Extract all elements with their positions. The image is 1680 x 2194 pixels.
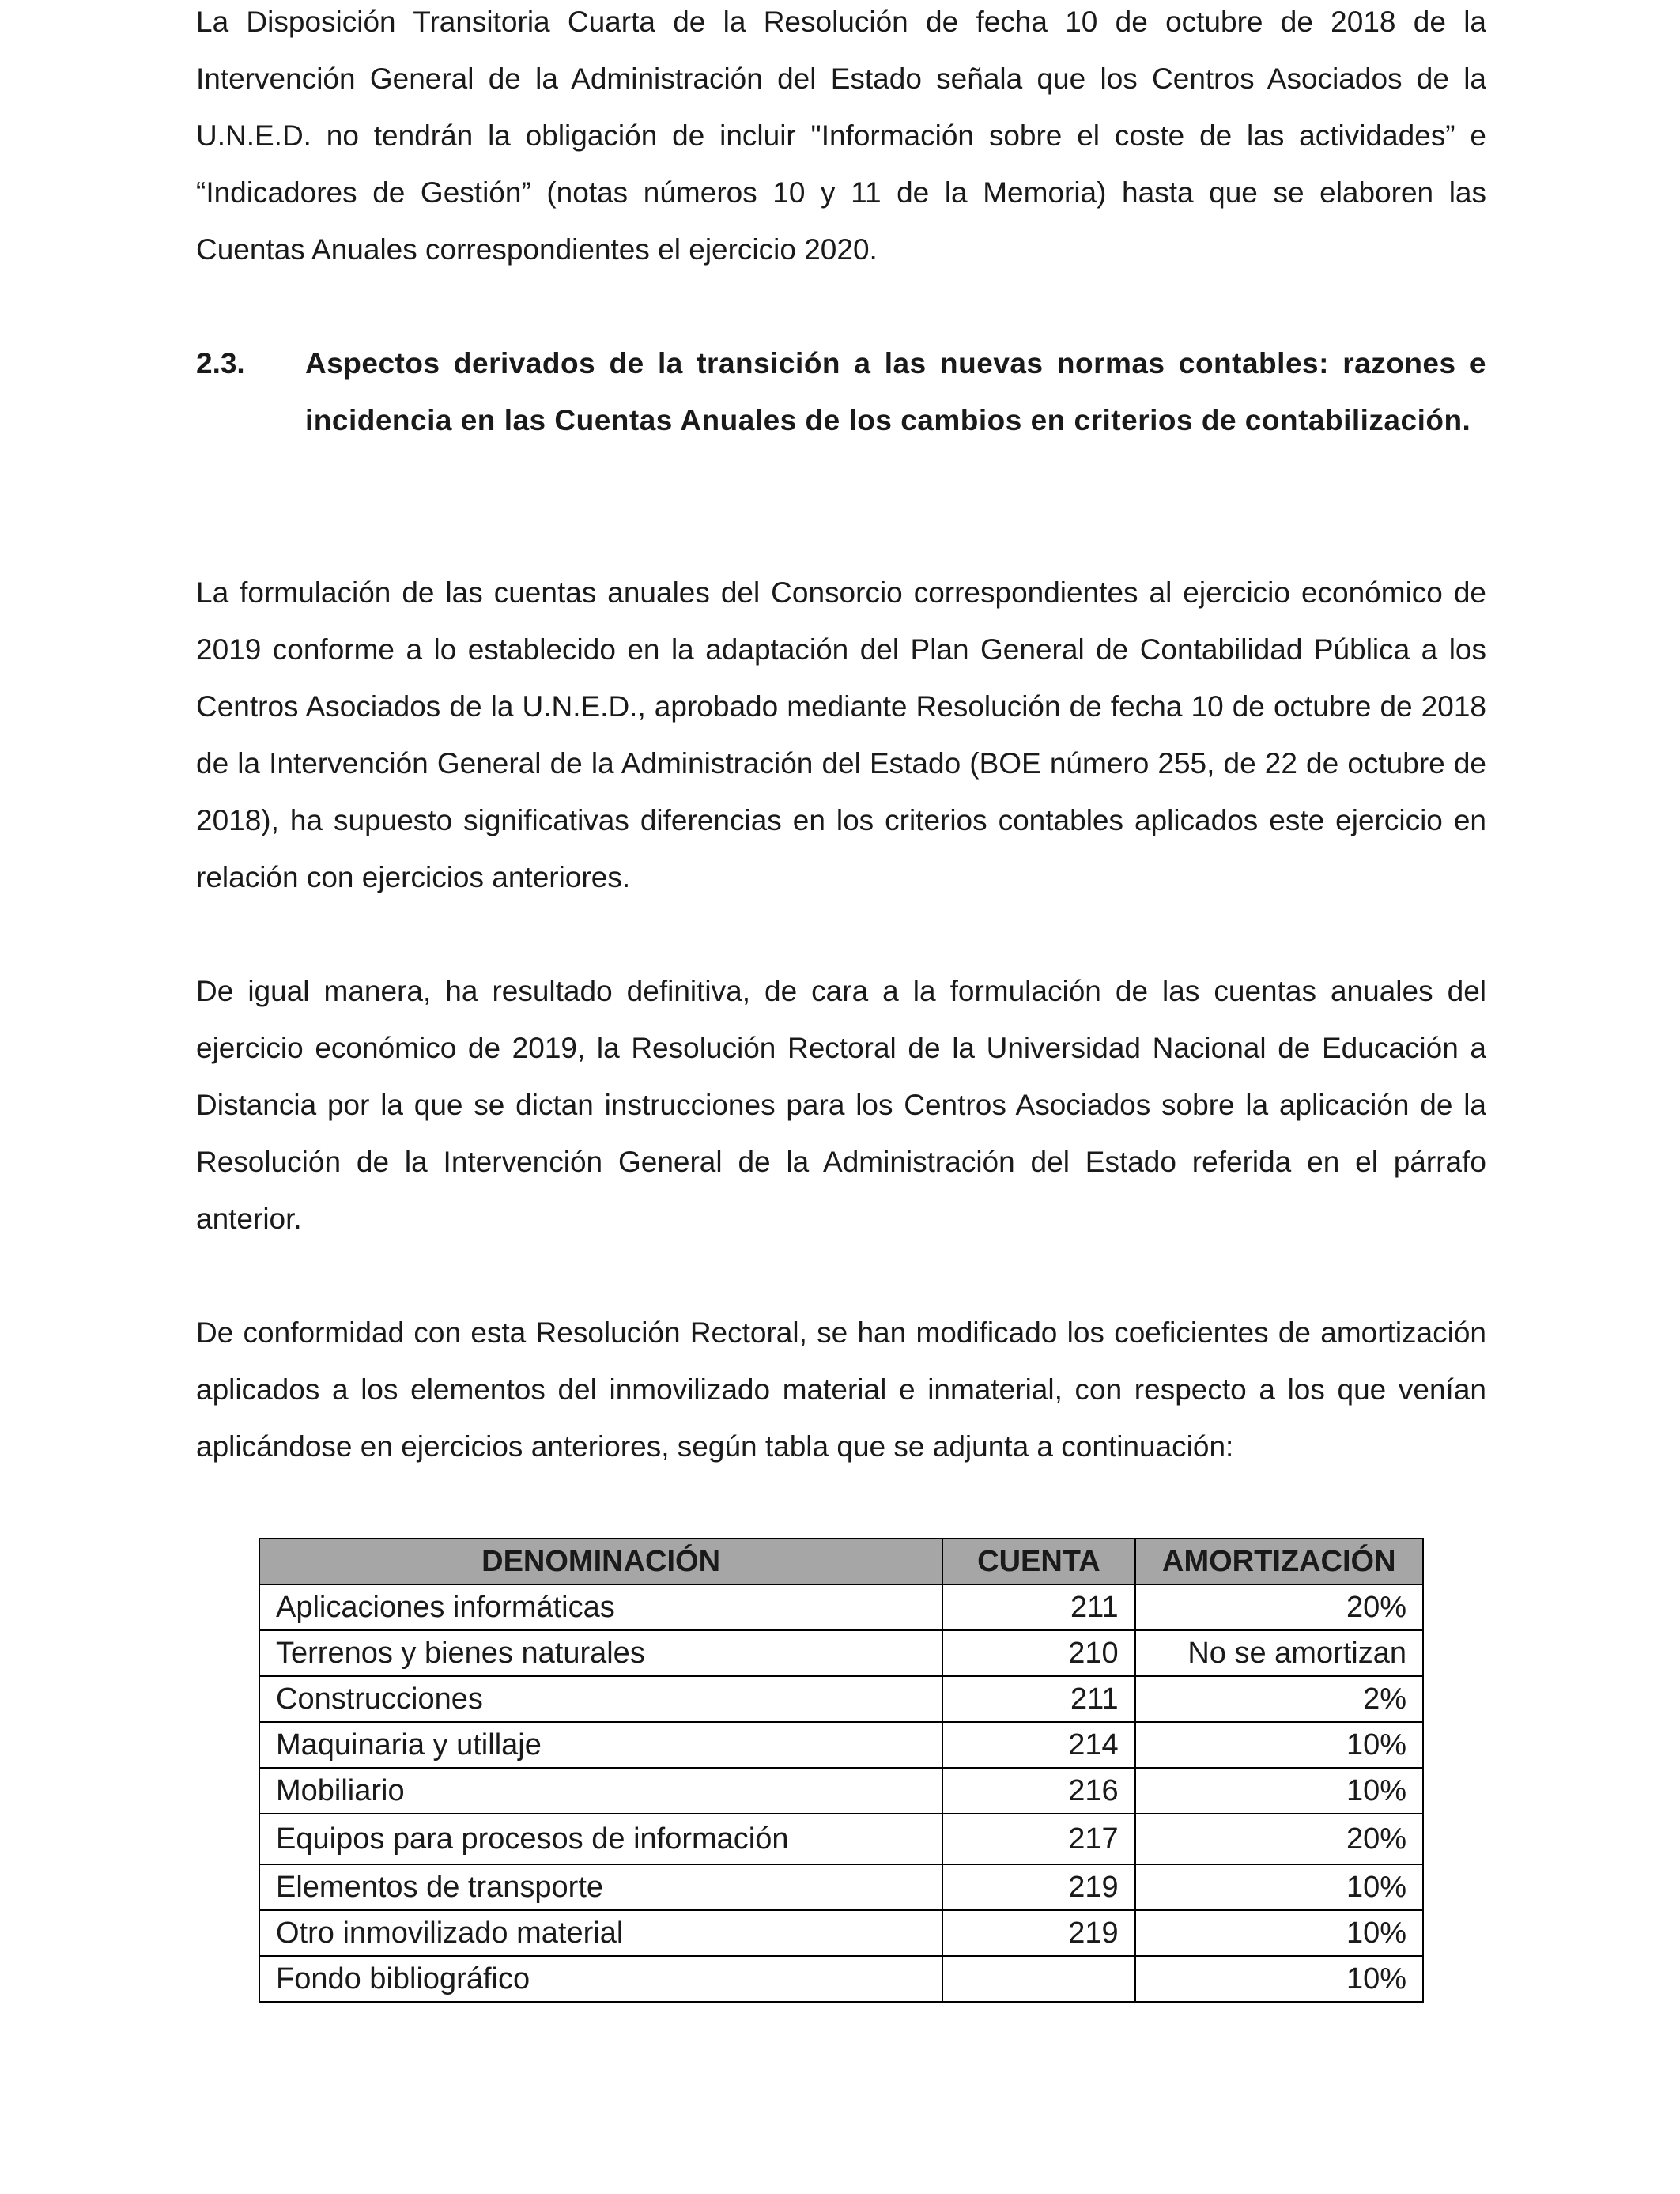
cell-cuenta: 211 bbox=[942, 1584, 1134, 1630]
cell-denominacion: Elementos de transporte bbox=[259, 1864, 942, 1910]
section-number: 2.3. bbox=[196, 347, 245, 380]
table-row bbox=[259, 1910, 1423, 1956]
table-row bbox=[259, 1814, 1423, 1864]
table-row bbox=[259, 1722, 1423, 1768]
cell-cuenta: 214 bbox=[942, 1722, 1134, 1768]
table-row bbox=[259, 1956, 1423, 2002]
cell-cuenta: 216 bbox=[942, 1768, 1134, 1814]
header-amortizacion: AMORTIZACIÓN bbox=[1135, 1539, 1423, 1584]
paragraph-resolucion-rectoral: De igual manera, ha resultado definitiva, de cara a la formulación de las cuentas anuales del ejercicio económico de 2019, la Resolución Rectoral de la Universidad Nacional de Educación a Distancia por la que se dictan instrucciones para los Centros Asociados sobre la aplicación de la Resolución de la Intervención General de la Administración del Estado referida en el párrafo anterior. bbox=[196, 975, 1486, 1235]
table-row bbox=[259, 1630, 1423, 1676]
cell-cuenta: 219 bbox=[942, 1864, 1134, 1910]
cell-amortizacion: 10% bbox=[1135, 1768, 1423, 1814]
cell-amortizacion: 20% bbox=[1135, 1814, 1423, 1864]
cell-amortizacion: 10% bbox=[1135, 1722, 1423, 1768]
cell-cuenta: 217 bbox=[942, 1814, 1134, 1864]
table-row bbox=[259, 1768, 1423, 1814]
cell-denominacion: Equipos para procesos de información bbox=[259, 1814, 942, 1864]
header-cuenta: CUENTA bbox=[942, 1539, 1134, 1584]
cell-denominacion: Fondo bibliográfico bbox=[259, 1956, 942, 2002]
cell-cuenta: 211 bbox=[942, 1676, 1134, 1722]
cell-amortizacion: 10% bbox=[1135, 1864, 1423, 1910]
table-row bbox=[259, 1584, 1423, 1630]
cell-cuenta: 219 bbox=[942, 1910, 1134, 1956]
cell-denominacion: Mobiliario bbox=[259, 1768, 942, 1814]
cell-denominacion: Terrenos y bienes naturales bbox=[259, 1630, 942, 1676]
paragraph-coeficientes-amortizacion: De conformidad con esta Resolución Rectoral, se han modificado los coeficientes de amortización aplicados a los elementos del inmovilizado material e inmaterial, con respecto a los que venían aplicándose en ejercicios anteriores, según tabla que se adjunta a continuación: bbox=[196, 1316, 1486, 1463]
cell-cuenta bbox=[942, 1956, 1134, 2002]
amortization-table bbox=[259, 1538, 1424, 2003]
cell-amortizacion: 10% bbox=[1135, 1910, 1423, 1956]
cell-cuenta: 210 bbox=[942, 1630, 1134, 1676]
paragraph-formulacion-cuentas: La formulación de las cuentas anuales del Consorcio correspondientes al ejercicio económico de 2019 conforme a lo establecido en la adaptación del Plan General de Contabilidad Pública a los Centros Asociados de la U.N.E.D., aprobado mediante Resolución de fecha 10 de octubre de 2018 de la Intervención General de la Administración del Estado (BOE número 255, de 22 de octubre de 2018), ha supuesto significativas diferencias en los criterios contables aplicados este ejercicio en relación con ejercicios anteriores. bbox=[196, 576, 1486, 893]
cell-denominacion: Otro inmovilizado material bbox=[259, 1910, 942, 1956]
cell-amortizacion: 2% bbox=[1135, 1676, 1423, 1722]
cell-amortizacion: No se amortizan bbox=[1135, 1630, 1423, 1676]
cell-denominacion: Maquinaria y utillaje bbox=[259, 1722, 942, 1768]
table-header-row bbox=[259, 1539, 1423, 1584]
section-title: Aspectos derivados de la transición a las nuevas normas contables: razones e incidencia en las Cuentas Anuales de los cambios en criterios de contabilización. bbox=[305, 347, 1486, 436]
table-row bbox=[259, 1676, 1423, 1722]
table-row bbox=[259, 1864, 1423, 1910]
cell-denominacion: Aplicaciones informáticas bbox=[259, 1584, 942, 1630]
cell-amortizacion: 10% bbox=[1135, 1956, 1423, 2002]
header-denominacion: DENOMINACIÓN bbox=[259, 1539, 942, 1584]
cell-amortizacion: 20% bbox=[1135, 1584, 1423, 1630]
paragraph-disposicion-transitoria: La Disposición Transitoria Cuarta de la Resolución de fecha 10 de octubre de 2018 de la Intervención General de la Administración del Estado señala que los Centros Asociados de la U.N.E.D. no tendrán la obligación de incluir "Información sobre el coste de las actividades” e “Indicadores de Gestión” (notas números 10 y 11 de la Memoria) hasta que se elaboren las Cuentas Anuales correspondientes el ejercicio 2020. bbox=[196, 6, 1486, 266]
cell-denominacion: Construcciones bbox=[259, 1676, 942, 1722]
